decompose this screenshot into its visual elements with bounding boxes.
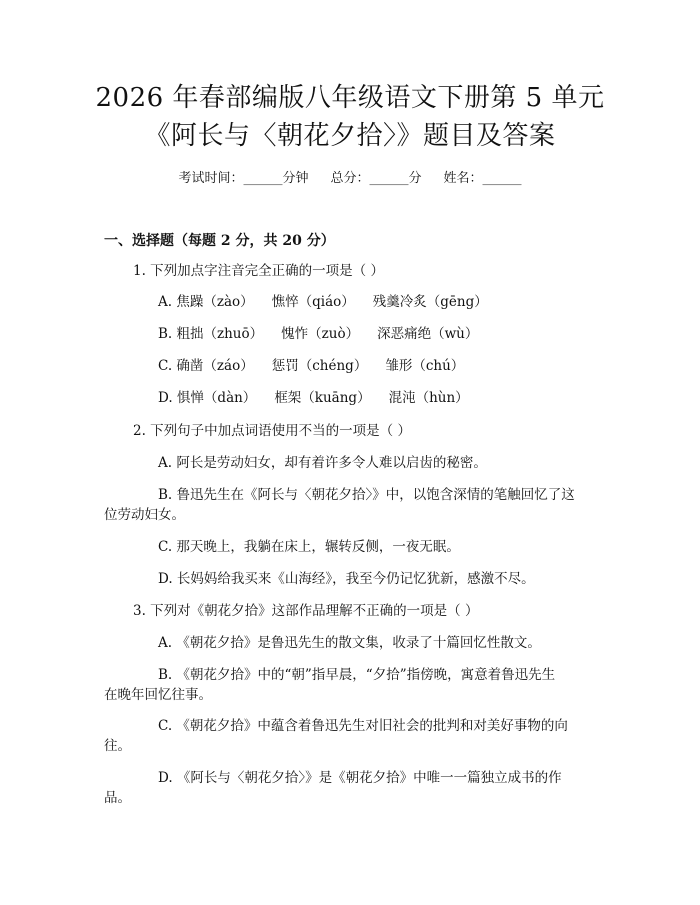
option-text-continued: 在晚年回忆往事。 (104, 687, 212, 703)
document-title-line2: 《阿长与〈朝花夕拾〉》题目及答案 (144, 121, 556, 151)
option-item: C. 确凿（záo） (158, 358, 254, 374)
section-heading: 一、选择题（每题 2 分，共 20 分） (104, 233, 335, 249)
question-stem: 1. 下列加点字注音完全正确的一项是（ ） (133, 263, 384, 279)
option-row (158, 292, 488, 312)
option-text-continued: 位劳动妇女。 (104, 507, 185, 523)
exam-info (0, 170, 700, 188)
option-item: A. 焦躁（zào） (158, 294, 254, 310)
option-item: 框架（kuāng） (274, 390, 371, 406)
total-score-field: 总分：______分 (330, 171, 422, 186)
question-stem: 3. 下列对《朝花夕拾》这部作品理解不正确的一项是（ ） (133, 603, 479, 619)
document-title-line1: 2026 年春部编版八年级语文下册第 5 单元 (95, 83, 605, 113)
option-item: 憔悴（qiáo） (271, 294, 355, 310)
option-text: C. 那天晚上，我躺在床上，辗转反侧，一夜无眠。 (158, 539, 460, 555)
option-item: 愧怍（zuò） (281, 326, 360, 342)
student-name-field: 姓名：______ (443, 171, 522, 186)
option-text: D. 长妈妈给我买来《山海经》，我至今仍记忆犹新，感激不尽。 (158, 571, 535, 587)
option-item: 雏形（chú） (385, 358, 465, 374)
option-text: C. 《朝花夕拾》中蕴含着鲁迅先生对旧社会的批判和对美好事物的向 (158, 718, 568, 734)
option-item: 混沌（hùn） (388, 390, 469, 406)
option-text: B. 《朝花夕拾》中的“朝”指早晨，“夕拾”指傍晚，寓意着鲁迅先生 (158, 667, 556, 683)
option-item: 深恶痛绝（wù） (377, 326, 479, 342)
option-text: A. 阿长是劳动妇女，却有着许多令人难以启齿的秘密。 (158, 455, 487, 471)
option-text: A. 《朝花夕拾》是鲁迅先生的散文集，收录了十篇回忆性散文。 (158, 635, 541, 651)
option-text: D. 《阿长与〈朝花夕拾〉》是《朝花夕拾》中唯一一篇独立成书的作 (158, 770, 562, 786)
option-text-continued: 品。 (104, 790, 131, 806)
exam-time-field: 考试时间：______分钟 (178, 171, 309, 186)
option-item: 惩罚（chéng） (271, 358, 368, 374)
option-row (158, 356, 464, 376)
option-row (158, 324, 478, 344)
question-stem: 2. 下列句子中加点词语使用不当的一项是（ ） (133, 423, 411, 439)
option-text: B. 鲁迅先生在《阿长与〈朝花夕拾〉》中，以饱含深情的笔触回忆了这 (158, 487, 575, 503)
option-item: D. 惧惮（dàn） (158, 390, 257, 406)
option-text-continued: 往。 (104, 738, 131, 754)
option-row (158, 388, 469, 408)
option-item: B. 粗拙（zhuō） (158, 326, 264, 342)
option-item: 残羹冷炙（gēng） (372, 294, 488, 310)
